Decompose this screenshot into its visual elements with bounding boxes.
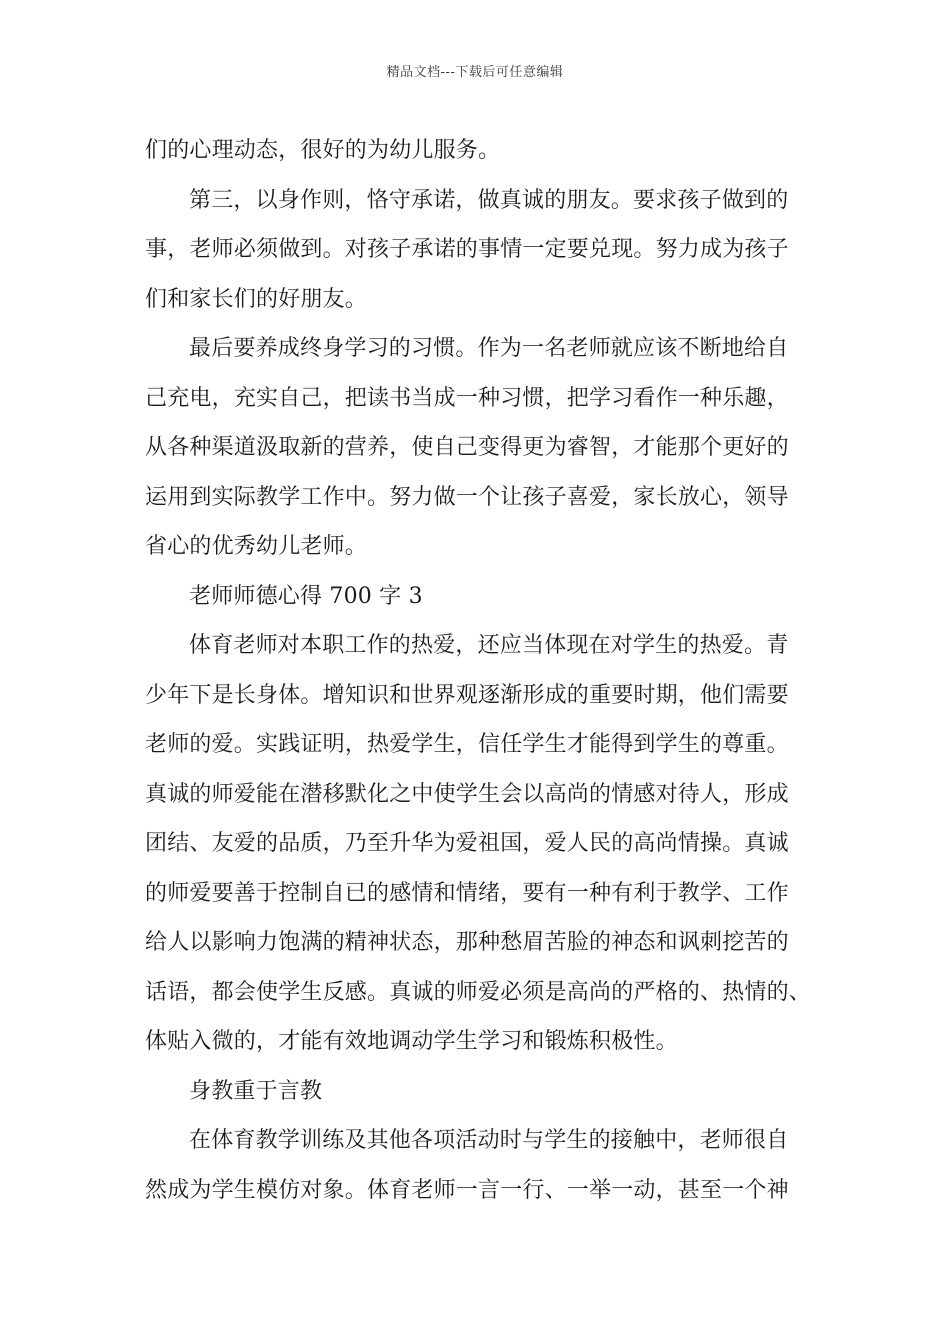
text-line: 身教重于言教 (189, 1078, 323, 1104)
text-line: 话语，都会使学生反感。真诚的师爱必须是高尚的严格的、热情的、 (145, 979, 812, 1005)
text-line: 真诚的师爱能在潜移默化之中使学生会以高尚的情感对待人，形成 (145, 781, 789, 807)
text-line: 体贴入微的，才能有效地调动学生学习和锻炼积极性。 (145, 1029, 678, 1054)
text-line: 老师师德心得 700 字 3 (189, 583, 423, 609)
text-line: 老师的爱。实践证明，热爱学生，信任学生才能得到学生的尊重。 (145, 732, 789, 757)
text-line: 们和家长们的好朋友。 (145, 286, 368, 312)
text-line: 运用到实际教学工作中。努力做一个让孩子喜爱，家长放心，领导 (145, 484, 789, 510)
text-line: 给人以影响力饱满的精神状态，那种愁眉苦脸的神态和讽刺挖苦的 (145, 930, 789, 955)
text-line: 的师爱要善于控制自已的感情和情绪，要有一种有利于教学、工作 (145, 880, 789, 906)
page-header: 精品文档---下载后可任意编辑 (386, 65, 564, 80)
text-line: 团结、友爱的品质，乃至升华为爱祖国，爱人民的高尚情操。真诚 (145, 831, 789, 856)
text-line: 从各种渠道汲取新的营养，使自己变得更为睿智，才能那个更好的 (145, 435, 789, 460)
text-line: 然成为学生模仿对象。体育老师一言一行、一举一动，甚至一个神 (145, 1177, 789, 1203)
text-line: 事，老师必须做到。对孩子承诺的事情一定要兑现。努力成为孩子 (145, 237, 789, 262)
text-line: 在体育教学训练及其他各项活动时与学生的接触中，老师很自 (189, 1128, 789, 1153)
text-line: 省心的优秀幼儿老师。 (145, 534, 368, 559)
document-body (145, 126, 820, 1215)
text-line: 少年下是长身体。增知识和世界观逐渐形成的重要时期，他们需要 (145, 682, 789, 708)
text-line: 第三，以身作则，恪守承诺，做真诚的朋友。要求孩子做到的 (189, 187, 789, 213)
text-line: 体育老师对本职工作的热爱，还应当体现在对学生的热爱。青 (189, 633, 789, 658)
text-line: 己充电，充实自己，把读书当成一种习惯，把学习看作一种乐趣， (145, 385, 789, 411)
text-line: 们的心理动态，很好的为幼儿服务。 (145, 138, 501, 163)
text-line: 最后要养成终身学习的习惯。作为一名老师就应该不断地给自 (189, 336, 789, 361)
